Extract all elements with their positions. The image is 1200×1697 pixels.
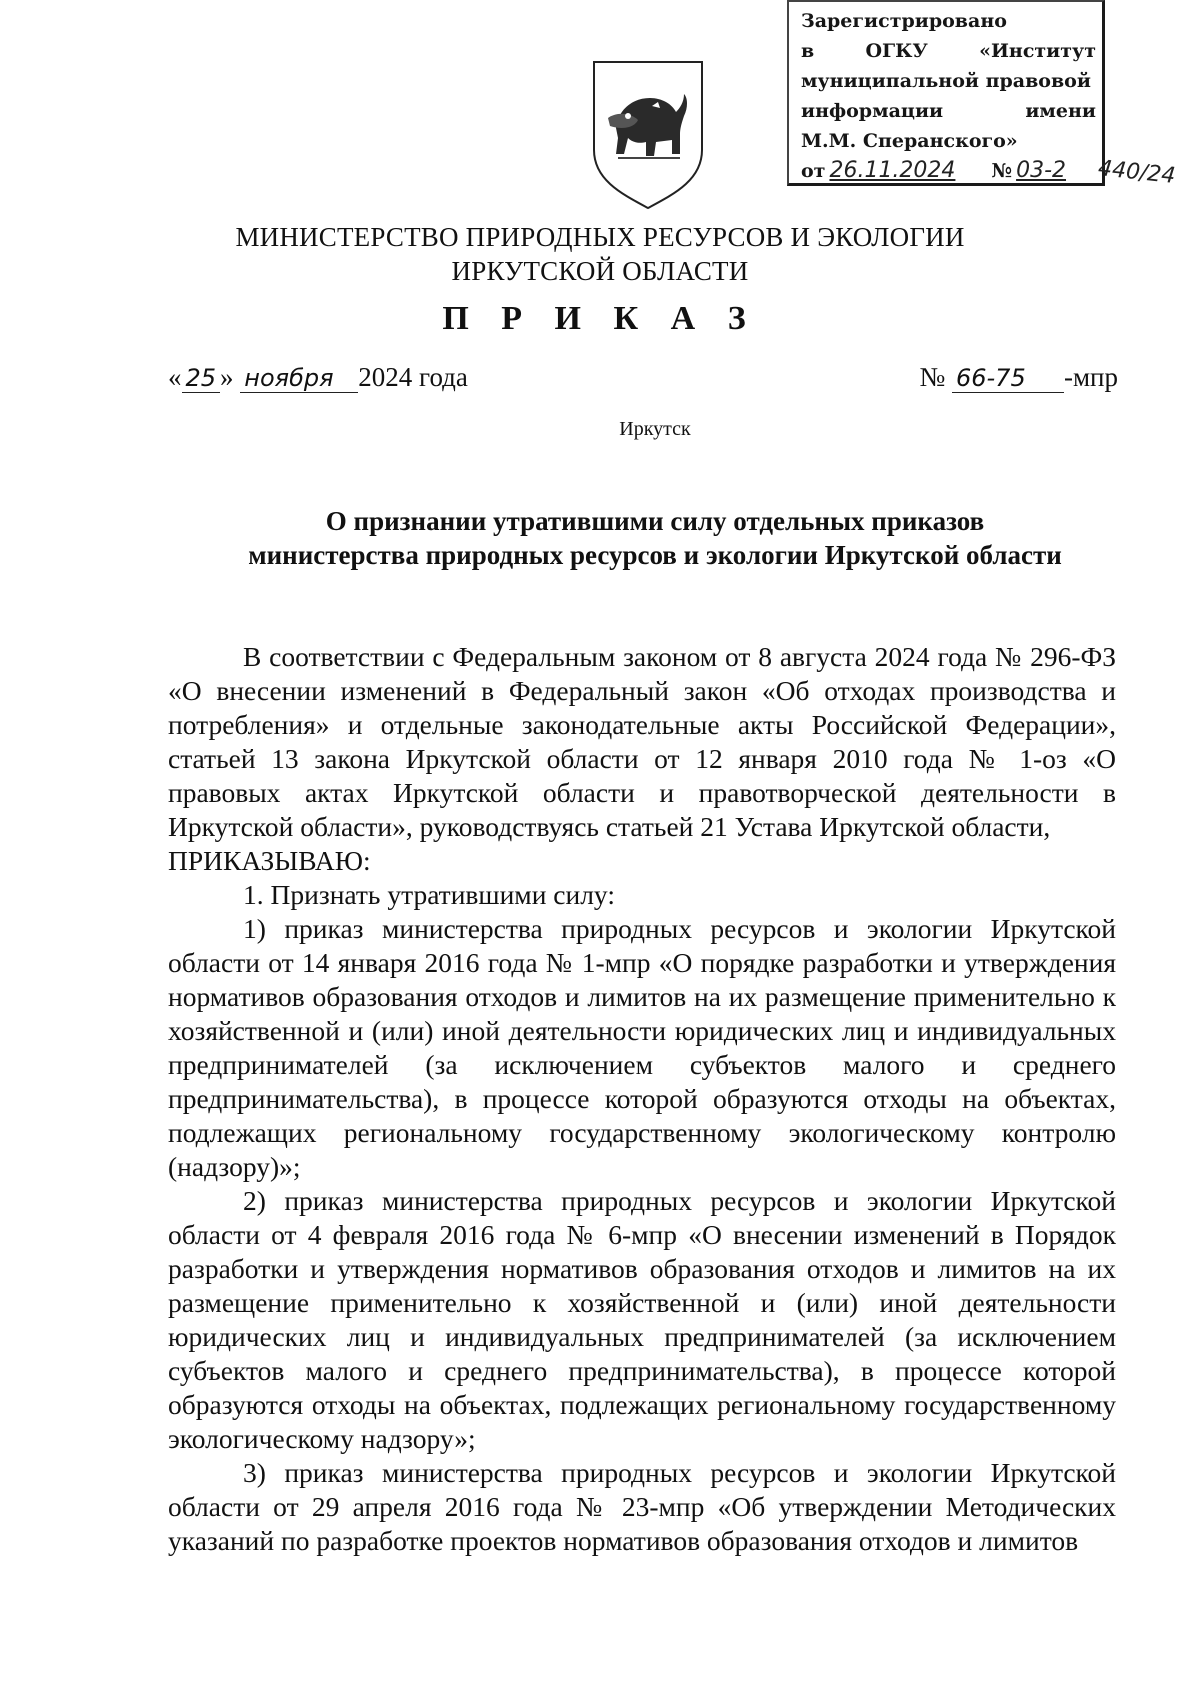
order-body	[168, 640, 1116, 1558]
preamble-paragraph: В соответствии с Федеральным законом от 8 августа 2024 года № 296-ФЗ «О внесении изменений в Федеральный закон «Об отходах производства и потребления» и отдельные законодательные акты Российской Федерации», статьей 13 закона Иркутской области от 12 января 2010 года № 1-оз «О правовых актах Иркутской области и правотворческой деятельности в Иркутской области», руководствуясь статьей 21 Устава Иркутской области,	[168, 641, 1116, 842]
stamp-line-2-right: «Институт	[979, 40, 1096, 62]
number-sign: №	[919, 362, 946, 392]
ministry-name-line-1: МИНИСТЕРСТВО ПРИРОДНЫХ РЕСУРСОВ И ЭКОЛОГИИ	[235, 222, 965, 252]
stamp-date-prefix: от	[801, 160, 826, 182]
order-date	[168, 362, 468, 393]
stamp-number-extra: 440/24	[1096, 156, 1177, 189]
stamp-line-4-left: информации	[801, 100, 944, 122]
date-month: ноября	[240, 364, 358, 393]
sub-item-3: 3) приказ министерства природных ресурсов и экологии Иркутской области от 29 апреля 2016 года № 23-мпр «Об утверждении Методических указаний по разработке проектов нормативов образования отходов и лимитов	[168, 1457, 1116, 1556]
ministry-name-line-2: ИРКУТСКОЙ ОБЛАСТИ	[451, 256, 749, 286]
document-title: П Р И К А З	[442, 300, 758, 337]
subject-line-1: О признании утратившими силу отдельных приказов	[325, 506, 985, 536]
city-name: Иркутск	[619, 418, 691, 440]
stamp-number-prefix: №	[991, 160, 1013, 182]
number-suffix: -мпр	[1063, 362, 1118, 392]
stamp-number-value: 03-2	[1016, 158, 1067, 183]
stamp-line-1: Зарегистрировано	[801, 10, 1007, 32]
stamp-line-2-left: в	[801, 40, 815, 62]
stamp-line-5: М.М. Сперанского»	[801, 130, 1018, 152]
date-quote-close: »	[220, 362, 234, 392]
sub-item-1: 1) приказ министерства природных ресурсов и экологии Иркутской области от 14 января 2016 года № 1-мпр «О порядке разработки и утверждения нормативов образования отходов и лимитов на их размещение применительно к хозяйственной и (или) иной деятельности юридических лиц и индивидуальных предпринимателей (за исключением субъектов малого и среднего предпринимательства), в процессе которой образуются отходы на объектах, подлежащих региональному государственному экологическому контролю (надзору)»;	[168, 913, 1116, 1182]
item-1: 1. Признать утратившими силу:	[243, 879, 615, 910]
irkutsk-coat-of-arms-icon	[588, 58, 708, 210]
order-subject	[0, 504, 1200, 572]
number-value: 66-75	[952, 364, 1064, 393]
date-year: 2024 года	[358, 362, 468, 392]
date-quote-open: «	[168, 362, 182, 392]
stamp-date-value: 26.11.2024	[829, 158, 956, 183]
subject-line-2: министерства природных ресурсов и экологии Иркутской области	[248, 540, 1062, 570]
stamp-line-2-mid: ОГКУ	[865, 40, 928, 62]
registration-stamp	[787, 0, 1105, 186]
stamp-line-3: муниципальной правовой	[801, 70, 1091, 92]
sub-item-2: 2) приказ министерства природных ресурсов и экологии Иркутской области от 4 февраля 2016 года № 6-мпр «О внесении изменений в Порядок разработки и утверждения нормативов образования отходов и лимитов на их размещение применительно к хозяйственной и (или) иной деятельности юридических лиц и индивидуальных предпринимателей (за исключением субъектов малого и среднего предпринимательства), в процессе которой образуются отходы на объектах, подлежащих региональному государственному экологическому надзору»;	[168, 1185, 1116, 1454]
order-word: ПРИКАЗЫВАЮ:	[168, 845, 371, 876]
stamp-line-4-right: имени	[1025, 100, 1096, 122]
date-day: 25	[182, 364, 221, 393]
order-number	[919, 362, 1118, 393]
